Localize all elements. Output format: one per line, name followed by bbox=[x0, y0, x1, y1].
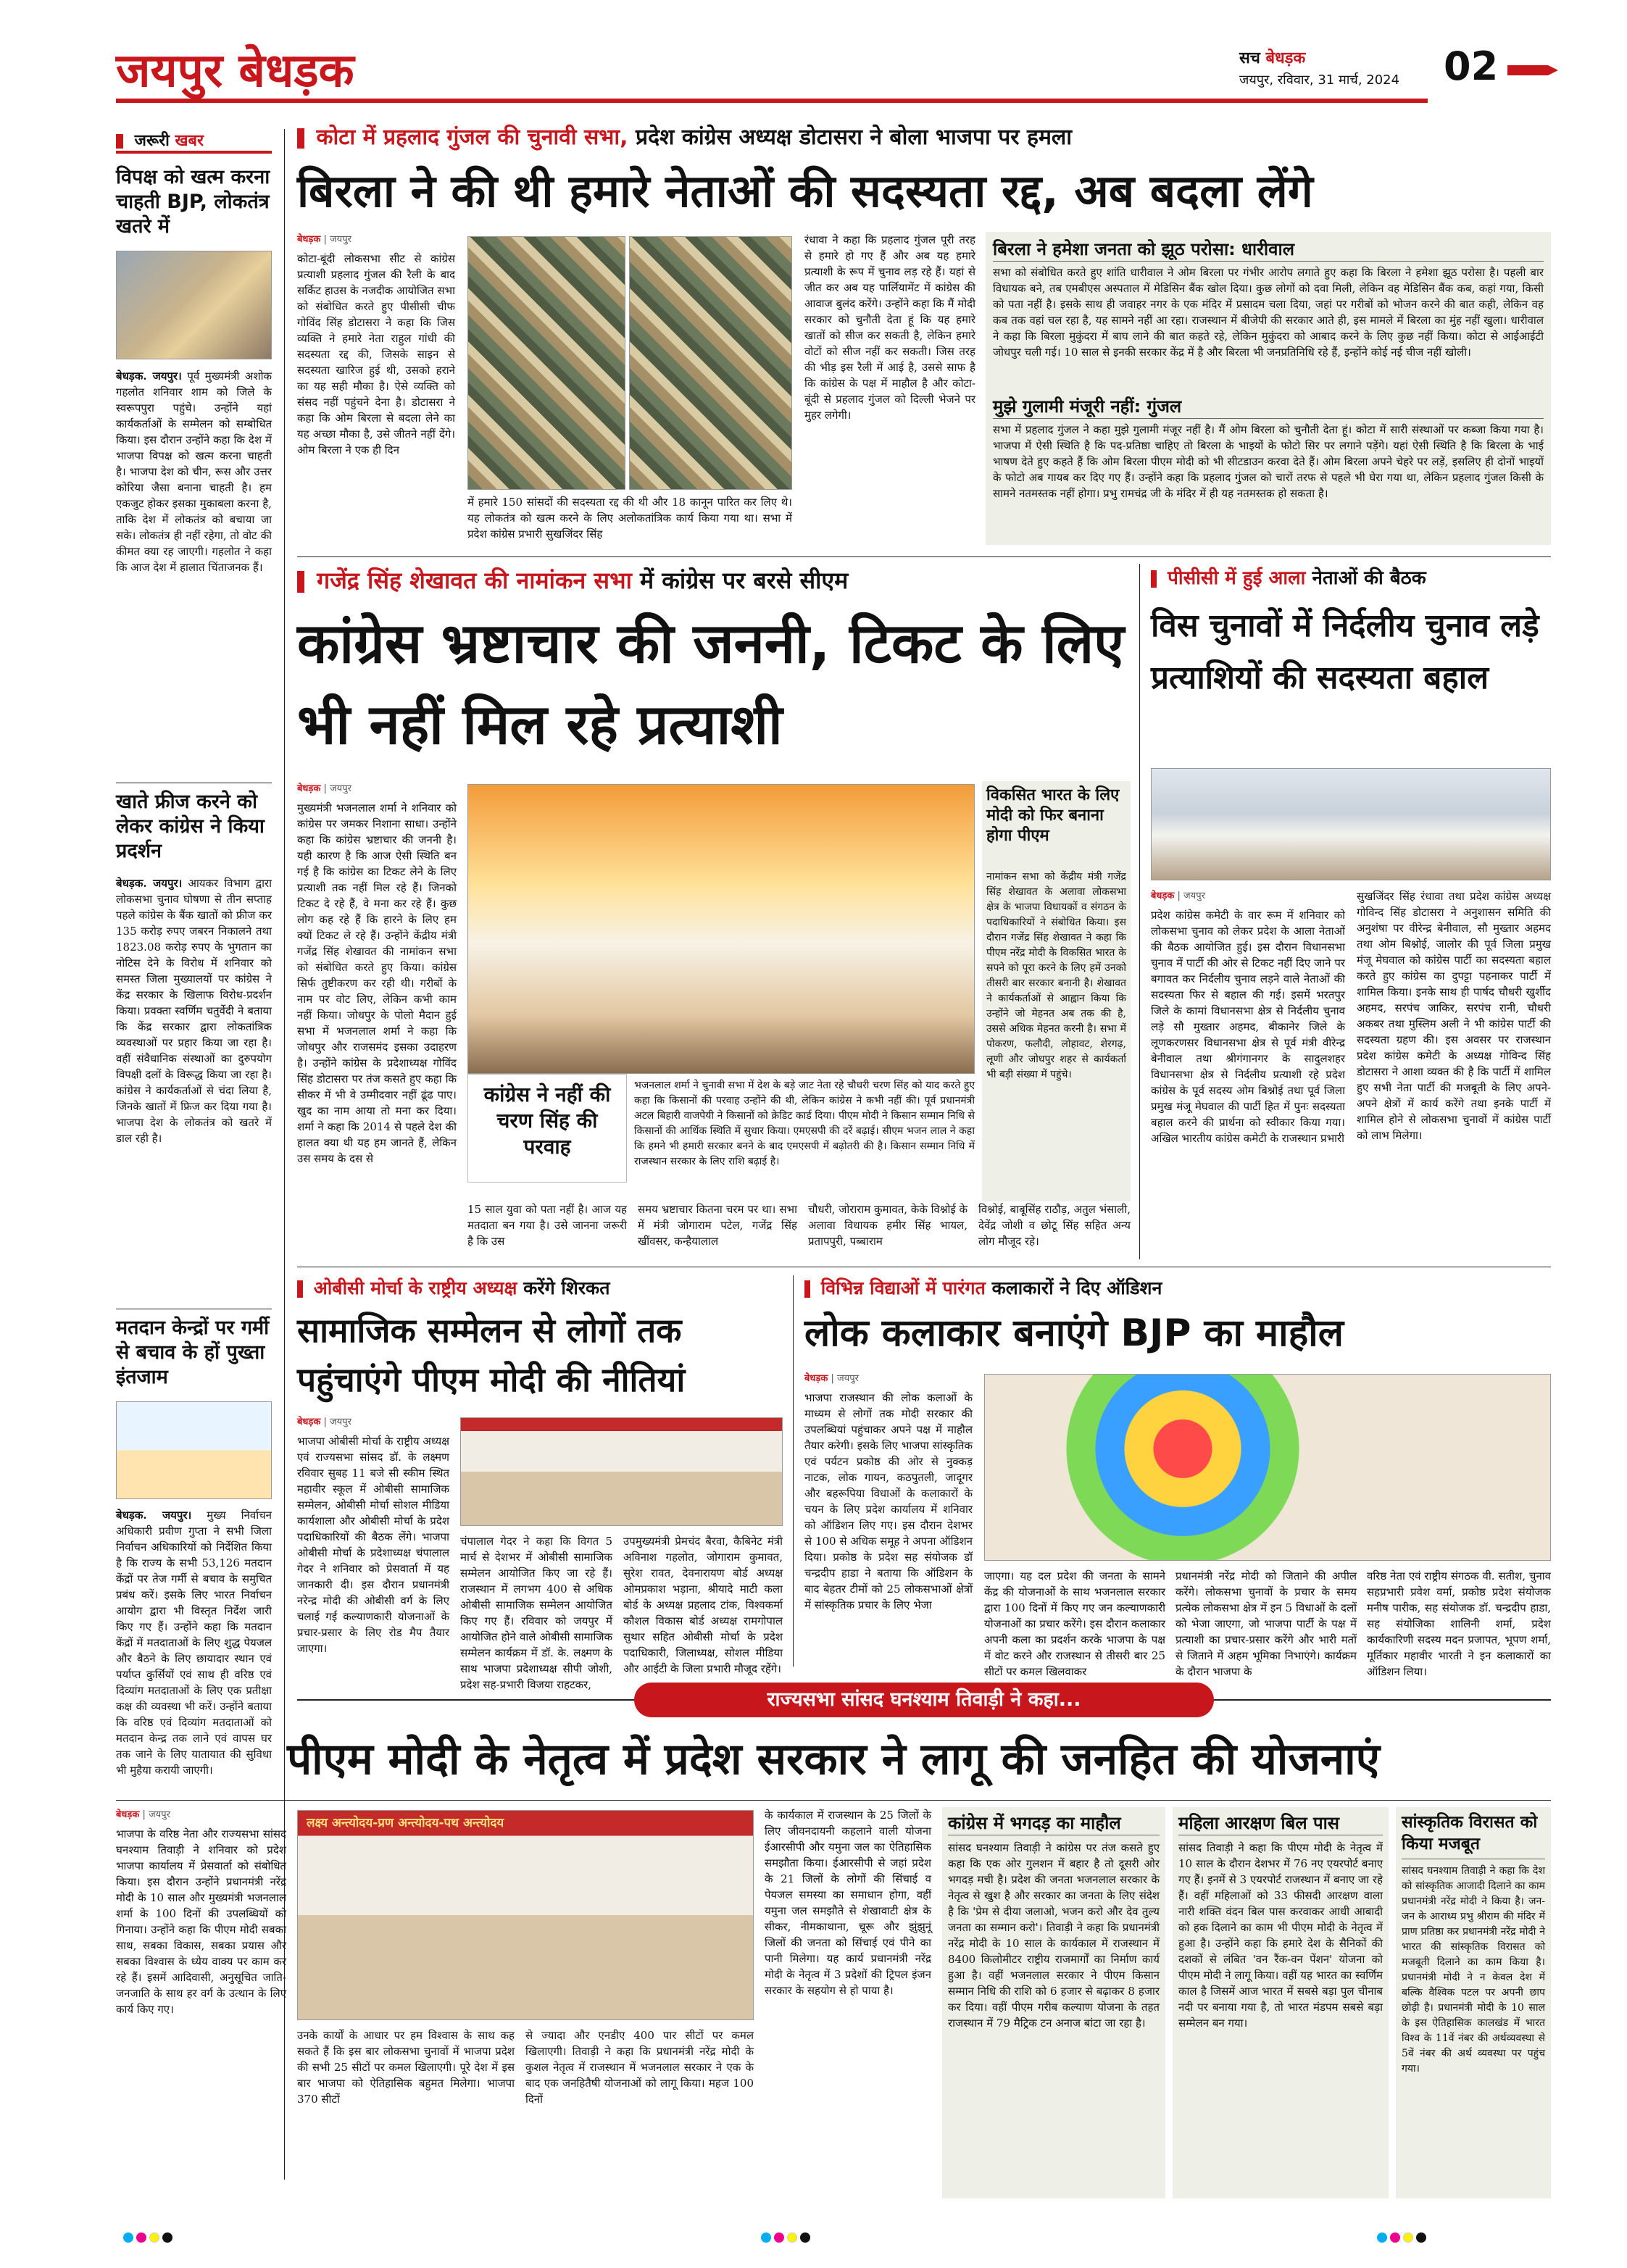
pm-col1-text: भाजपा के वरिष्ठ नेता और राज्यसभा सांसद घनश्याम तिवाड़ी ने शनिवार को प्रदेश भाजपा कार्यालय में प्रेसवार्ता को संबोधित किया। इस दौरान उन्होंने प्रधानमंत्री नरेंद्र मोदी के 10 साल और मुख्यमंत्री भजनलाल शर्मा के 100 दिनों की उपलब्धियों को गिनाया। उन्होंने कहा कि पीएम मोदी सबका साथ, सबका विकास, सबका प्रयास और सबका विश्वास के ध्येय वाक्य पर काम कर रहे हैं। इसमें आदिवासी, अनुसूचित जाति-जनजाति के साथ हर वर्ग के उत्थान के लिए कार्य किए गए। bbox=[116, 1827, 286, 2016]
sidebar-story2-text: आयकर विभाग द्वारा लोकसभा चुनाव घोषणा से तीन सप्ताह पहले कांग्रेस के बैंक खातों को फ्रीज कर 135 करोड़ रुपए जबरन निकालने तथा 1823.08 करोड़ रुपए के भुगतान का नोटिस देने के विरोध में शनिवार को समस्त जिला मुख्यालयों पर कांग्रेस ने केंद्र सरकार के खिलाफ विरोध-प्रदर्शन किया। प्रवक्ता स्वर्णिम चतुर्वेदी ने बताया कि केंद्र सरकार द्वारा लोकतांत्रिक व्यवस्थाओं पर प्रहार किया जा रहा है। वहीं संवैधानिक संस्थाओं का दुरुपयोग विपक्षी दलों के विरूद्ध किया जा रहा है। कांग्रेस ने कार्यकर्ताओं से चंदा लिया है, जिनके खातों में फ्रिज कर दिया गया है। भाजपा देश के लोकतंत्र को खतरे में डाल रही है। bbox=[116, 877, 272, 1145]
folk-col4: वरिष्ठ नेता एवं राष्ट्रीय संगठक वी. सतीश, चुनाव सहप्रभारी प्रवेश वर्मा, प्रकोष्ठ प्रदेश संयोजक मनीष पारीक, सह संयोजक डॉ. चन्द्रदीप हाडा, सह संयोजिका शालिनी शर्मा, प्रदेश कार्यकारिणी सदस्य मदन प्रजापत, भूपण शर्मा, मूर्तिकार महावीर भारती ने इन कलाकारों का ऑडिशन लिया। bbox=[1367, 1569, 1551, 1678]
kota-headline: बिरला ने की थी हमारे नेताओं की सदस्यता रद्द, अब बदला लेंगे bbox=[297, 164, 1313, 217]
obc-divider-vertical bbox=[793, 1275, 794, 1667]
pm-banner bbox=[297, 1680, 1551, 1720]
kota-photo-caption: में हमारे 150 सांसदों की सदस्यता रद्द की थी और 18 कानून पारित कर लिए थे। यह लोकतंत्र को खत्म करने के लिए अलोकतांत्रिक कार्य किया गया था। सभा में प्रदेश कांग्रेस प्रभारी सुखजिंदर सिंह bbox=[467, 496, 792, 541]
shekhawat-story bbox=[297, 564, 1131, 1201]
registration-dots-right bbox=[1377, 2232, 1429, 2246]
shekhawat-photo bbox=[467, 784, 975, 1074]
pm-box2-body: सांसद तिवाड़ी ने कहा कि पीएम मोदी के नेतृत्व में 10 साल के दौरान देशभर में 76 नए एयरपोर्ट बनाए गए हैं। इनमें से 3 एयरपोर्ट राजस्थान में बनाए जा रहे हैं। वहीं महिलाओं को 33 फीसदी आरक्षण वाला नारी शक्ति वंदन बिल पास करवाकर आधी आबादी को हक दिलाने का काम भी पीएम मोदी के नेतृत्व में हुआ है। उन्होंने कहा कि हमारे देश के सैनिकों की दशकों से लंबित 'वन रैंक-वन पेंशन' योजना को पीएम मोदी ने लागू किया। वहीं यह भारत का स्वर्णिम काल है जिसमें आज भारत में सबसे बड़ा पुल चीनाब नदी पर बनाया गया है, तो भारत मंडपम सबसे बड़ा सम्मेलन बन गया। bbox=[1178, 1841, 1383, 2030]
tagline-b: बेधड़क bbox=[1265, 49, 1306, 67]
kota-box1-title: बिरला ने हमेशा जनता को झूठ परोसा: धारीवाल bbox=[993, 238, 1544, 262]
sidebar-story2-byline: बेधड़क. जयपुर। bbox=[116, 877, 183, 890]
folk-col1 bbox=[804, 1371, 973, 1664]
kota-divider bbox=[297, 556, 1551, 557]
kota-box2-body: सभा में प्रहलाद गुंजल ने कहा मुझे गुलामी मंजूर नहीं है। मैं ओम बिरला को चुनौती देता हूं। कोटा में सारी संस्थाओं पर कब्जा किया गया है। भाजपा में ऐसी स्थिति है कि पद-प्रतिष्ठा चाहिए तो बिरला के भाइयों के फोटो सिर पर लगाने पड़ेंगे। यहां ऐसी स्थिति है कि बिरला के भाई भाषण देते हुए कहते हैं कि ओम बिरला पीएम मोदी को भी सीटडाउन करवा देते हैं। ओम बिरला अपने चेहरे पर लड़ें, इसलिए ही दोनों भाइयों के फोटो अब गायब कर दिए गए हैं। उन्होंने कहा कि प्रहलाद गुंजल को चारों तरफ से पहले भी घेरा गया था, लेकिन प्रहलाद गुंजल किसी के सामने नतमस्तक नहीं होगा। प्रभु रामचंद्र जी के मंदिर में ही यह नतमस्तक हो सकता है। bbox=[993, 423, 1544, 500]
pm-divider bbox=[116, 1800, 1551, 1801]
pcc-kicker-red: पीसीसी में हुई आला bbox=[1168, 567, 1306, 589]
folk-story bbox=[804, 1275, 1551, 1678]
masthead bbox=[87, 36, 1551, 116]
kota-kicker-rest: प्रदेश कांग्रेस अध्यक्ष डोटासरा ने बोला भाजपा पर हमला bbox=[636, 125, 1072, 150]
shekhawat-kicker-red: गजेंद्र सिंह शेखावत की नामांकन सभा bbox=[317, 567, 632, 594]
pcc-col2: सुखजिंदर सिंह रंधावा तथा प्रदेश कांग्रेस अध्यक्ष गोविन्द सिंह डोटासरा ने अनुशासन समिति की अनुशंषा पर वीरेन्द्र बेनीवाल, सौ मुख्तार अहमद तथा ओम बिश्नोई, जालोर की पूर्व जिला प्रमुख मंजू मेघवाल को कांग्रेस पार्टी का सदस्यता बहाल करते हुए कांग्रेस का दुपट्टा पहनाकर पार्टी में शामिल किया। इनके साथ ही पार्षद चौधरी खुर्शीद अहमद, सरपंच जाकिर, सरपंच रानी, चौधरी अकबर तथा मुस्लिम अली ने भी कांग्रेस पार्टी की सदस्यता ग्रहण की। इस अवसर पर राजस्थान प्रदेश कांग्रेस कमेटी के अध्यक्ष गोविन्द सिंह डोटासरा ने आशा व्यक्त की है कि पार्टी में शामिल हुए सभी नेता पार्टी की मजबूती के लिए अपने-अपने क्षेत्रों में कार्य करेंगे तथा इनके पार्टी में शामिल होने से लोकसभा चुनावों में कांग्रेस पार्टी को लाभ मिलेगा। bbox=[1357, 890, 1551, 1142]
pm-box1-title: कांग्रेस में भगदड़ का माहौल bbox=[948, 1812, 1160, 1835]
obc-photo bbox=[460, 1417, 783, 1526]
pm-col2a: उनके कार्यों के आधार पर हम विश्वास के साथ कह सकते हैं कि इस बार लोकसभा चुनावों में भाजपा प्रदेश की सभी 25 सीटों पर कमल खिलाएगी। पूरे देश में इस बार भाजपा को ऐतिहासिक बहुमत मिलेगा। भाजपा 370 सीटों bbox=[297, 2029, 515, 2106]
shekhawat-headline: कांग्रेस भ्रष्टाचार की जननी, टिकट के लिए भी नहीं मिल रहे प्रत्याशी bbox=[297, 611, 1125, 756]
obc-col3: उपमुख्यमंत्री प्रेमचंद बैरवा, कैबिनेट मंत्री अविनाश गहलोत, जोगाराम कुमावत, सुरेश रावत, देवनारायण बोर्ड अध्यक्ष ओमप्रकाश भड़ाना, श्रीयादे माटी कला बोर्ड के अध्यक्ष प्रहलाद टांक, विश्वकर्मा कौशल विकास बोर्ड अध्यक्ष रामगोपाल सुथार सहित ओबीसी मोर्चा के प्रदेश पदाधिकारी, जिलाध्यक्ष, सोशल मीडिया और आईटी के जिला प्रभारी मौजूद रहेंगे। bbox=[623, 1535, 783, 1675]
folk-kicker bbox=[804, 1275, 1551, 1301]
kota-col1 bbox=[297, 232, 455, 551]
kota-story bbox=[297, 123, 1551, 551]
pcc-kicker-rest: नेताओं की बैठक bbox=[1312, 567, 1426, 589]
pcc-story bbox=[1151, 564, 1551, 1259]
kota-dateline-b: जयपुर bbox=[330, 234, 351, 245]
pcc-col1-text: प्रदेश कांग्रेस कमेटी के वार रूम में शनिवार को लोकसभा चुनाव को लेकर प्रदेश के आला नेताओं की बैठक आयोजित हुई। इस दौरान विधानसभा चुनाव में पार्टी की ओर से टिकट नहीं दिए जाने पर बगावत कर निर्दलीय चुनाव लड़ने वाले नेताओं की सदस्यता फिर से बहाल की गई। इसमें भरतपुर जिले के कामां विधानसभा क्षेत्र से निर्दलीय चुनाव लड़े सौ मुख्तार अहमद, बीकानेर जिले के लूणकरणसर विधानसभा क्षेत्र से पूर्व मंत्री वीरेन्द्र बेनीवाल तथा श्रीगंगानगर के सादुलशहर विधानसभा क्षेत्र से निर्दलीय प्रत्याशी रहे प्रदेश कांग्रेस के पूर्व सदस्य ओम बिश्नोई तथा पूर्व जिला प्रमुख मंजू मेघवाल की पार्टी हित में पुनः सदस्यता बहाल करने की प्रार्थना को स्वीकार किया गया। अखिल भारतीय कांग्रेस कमेटी के राजस्थान प्रभारी bbox=[1151, 909, 1345, 1145]
folk-dateline-b: जयपुर bbox=[837, 1373, 859, 1384]
pm-dateline: बेधड़क | जयपुर bbox=[116, 1809, 170, 1820]
kota-photo-2 bbox=[629, 236, 792, 490]
obc-dateline-b: जयपुर bbox=[330, 1417, 351, 1427]
pm-kicker: राज्यसभा सांसद घनश्याम तिवाड़ी ने कहा... bbox=[767, 1688, 1081, 1711]
sidebar-story3-byline: बेधड़क. जयपुर। bbox=[116, 1509, 192, 1522]
sidebar-story3-illustration bbox=[116, 1401, 272, 1499]
pcc-headline: विस चुनावों में निर्दलीय चुनाव लड़े प्रत्याशियों की सदस्यता बहाल bbox=[1151, 607, 1539, 696]
folk-kicker-red: विभिन्न विद्याओं में पारंगत bbox=[820, 1277, 986, 1298]
shekhawat-side-head: विकसित भारत के लिए मोदी को फिर बनाना होगा पीएम bbox=[986, 786, 1120, 845]
shekhawat-kicker-marker-icon bbox=[297, 571, 304, 593]
tagline-a: सच bbox=[1239, 49, 1260, 67]
folk-col2: जाएगा। यह दल प्रदेश की जनता के सामने केंद्र की योजनाओं के साथ भजनलाल सरकार द्वारा 100 दिनों में किए गए जन कल्याणकारी योजनाओं का प्रचार करेंगे। इस दौरान कलाकार अपनी कला का प्रदर्शन करके भाजपा के पक्ष में वोट करने और राजस्थान से तीसरी बार 25 सीटों पर कमल खिलवाकर bbox=[984, 1569, 1165, 1678]
pm-box2-title: महिला आरक्षण बिल पास bbox=[1178, 1812, 1383, 1835]
kota-col3: रंधावा ने कहा कि प्रहलाद गुंजल पूरी तरह से हमारे हो गए हैं और अब यह हमारे प्रत्याशी के रूप में चुनाव लड़ रहे हैं। यहां से जीत कर अब यह पार्लियामेंट में कांग्रेस की आवाज बुलंद करेंगे। उन्होंने कहा कि मैं मोदी सरकार को चुनौती देता हूं कि यह हमारे खातों को सीज कर सकती है, लेकिन हमारे वोटों को सीज नहीं कर सकती। जिस तरह की भीड़ इस रैली में आई है, उससे साफ है कि कांग्रेस के पक्ष में माहौल है और कोटा-बूंदी से प्रहलाद गुंजल को दिल्ली भेजने पर मुहर लगेगी। bbox=[804, 233, 975, 422]
registration-dots-left bbox=[123, 2232, 175, 2246]
pcc-photo bbox=[1151, 768, 1551, 880]
pcc-kicker bbox=[1151, 564, 1551, 593]
pcc-col1 bbox=[1151, 888, 1345, 1258]
shekhawat-pull-quote: कांग्रेस ने नहीं की चरण सिंह की परवाह bbox=[483, 1083, 611, 1159]
kota-box1-body: सभा को संबोधित करते हुए शांति धारीवाल ने ओम बिरला पर गंभीर आरोप लगाते हुए कहा कि बिरला ने हमेशा झूठ परोसा है। पहली बार विधायक बने, तब एमबीएस अस्पताल में मेडिसिन बैंक खोल दिया। कुछ लोगों को दवा मिली, लेकिन वह मेडिसिन बैंक कब, कहां गया, किसी को पता नहीं है। इसके साथ ही जवाहर नगर के एक मंदिर में प्रसादम चला दिया, जहां पर गरीबों को भोजन करने की बात कही, लेकिन वह कब तक वहां चल रहा है, यह सामने नहीं आ रहा। राजस्थान में बीजेपी की सरकार आते ही, इस मामले में बिरला का मुंह नहीं खुला। धारीवाल ने कहा कि बिरला मुकुंदरा में बाघ लाने की बात कहते रहे, लेकिन मुकुंदरा को आबाद करने के लिए कुछ नहीं किया। कोटा से आईआईटी जोधपुर चली गई। 10 साल से इनकी सरकार केंद्र में है और बिरला भी जनप्रतिनिधि रहे हैं, इन्होंने कोई नई चीज नहीं खोली। bbox=[993, 266, 1544, 359]
sidebar-story1-byline: बेधड़क. जयपुर। bbox=[116, 370, 182, 383]
sidebar-label-a: जरूरी bbox=[134, 132, 170, 150]
kota-photo-1 bbox=[467, 236, 625, 490]
obc-kicker-marker-icon bbox=[297, 1280, 303, 1298]
shekhawat-pull-quote-box bbox=[467, 1074, 627, 1183]
shekhawat-row-a: 15 साल युवा को पता नहीं है। आज यह मतदाता बन गया है। उसे जानना जरूरी है कि उस bbox=[467, 1203, 627, 1248]
pm-col2b: से ज्यादा और एनडीए 400 पार सीटों पर कमल खिलाएगी। तिवाड़ी ने कहा कि प्रधानमंत्री नरेंद्र मोदी के कुशल नेतृत्व में राजस्थान में भजनलाल सरकार ने एक के बाद एक जनहितैषी योजनाओं को लागू किया। महज 100 दिनों bbox=[525, 2029, 754, 2106]
pm-box1 bbox=[942, 1807, 1165, 2198]
pm-dateline-b: जयपुर bbox=[149, 1809, 170, 1820]
sidebar-story3-text: मुख्य निर्वाचन अधिकारी प्रवीण गुप्ता ने सभी जिला निर्वाचन अधिकारियों को निर्देशित किया है कि राज्य के सभी 53,126 मतदान केंद्रों पर तेज गर्मी से बचाव के समुचित प्रबंध करें। इसके लिए भारत निर्वाचन आयोग द्वारा भी विस्तृत निर्देश जारी किए गए हैं। उन्होंने कहा कि मतदान केंद्रों में मतदाताओं के लिए शुद्ध पेयजल और बैठने के लिए छायादार स्थान एवं पर्याप्त कुर्सियों एवं साथ ही वरिष्ठ एवं दिव्यांग मतदाताओं के लिए एक प्रतीक्षा कक्ष की व्यवस्था भी करें। उन्होंने बताया कि वरिष्ठ एवं दिव्यांग मतदाताओं को मतदान केन्द्र तक लाने एवं वापस घर तक जाने के लिए यातायात की सुविधा भी मुहैया करायी जाएगी। bbox=[116, 1509, 272, 1777]
folk-headline: लोक कलाकार बनाएंगे BJP का माहौल bbox=[804, 1312, 1344, 1355]
obc-kicker-red: ओबीसी मोर्चा के राष्ट्रीय अध्यक्ष bbox=[313, 1277, 517, 1298]
kota-box bbox=[986, 232, 1551, 545]
masthead-rule bbox=[116, 99, 1428, 103]
shekhawat-col1-text: मुख्यमंत्री भजनलाल शर्मा ने शनिवार को कांग्रेस पर जमकर निशाना साधा। उन्होंने कहा कि कांग्रेस भ्रष्टाचार की जननी है। यही कारण है कि आज ऐसी स्थिति बन गई है कि कांग्रेस का टिकट लेने के लिए प्रत्याशी तक नहीं मिल रहे हैं। जिनको टिकट दे रहे हैं, वे मना कर रहे हैं। कुछ लोग कह रहे हैं कि हारने के लिए हम क्यों टिकट ले रहे हैं। उन्होंने केंद्रीय मंत्री गजेंद्र सिंह शेखावत की नामांकन सभा को संबोधित करते हुए किया। कांग्रेस सिर्फ तुष्टीकरण कर रही थी। गरीबों के नाम पर वोट लिए, लेकिन कभी काम नहीं किया। जोधपुर के पोलो मैदान हुई सभा में भजनलाल शर्मा ने कहा कि जोधपुर और राजसमंद इसका उदाहरण है। उन्होंने कांग्रेस के प्रदेशाध्यक्ष गोविंद सिंह डोटासरा पर तंज कसते हुए कहा कि सीकर में भी वे उम्मीदवार नहीं ढूंढ पाए। खुद का नाम आया तो मना कर दिया। शर्मा ने कहा कि 2014 से पहले देश की हालत क्या थी यह हम जानते हैं, लेकिन उस समय के दस से bbox=[297, 801, 457, 1165]
pm-col3: के कार्यकाल में राजस्थान के 25 जिलों के लिए जीवनदायनी कहलाने वाली योजना ईआरसीपी और यमुना जल का ऐतिहासिक समझौता किया। ईआरसीपी से जहां प्रदेश के 21 जिलों के लोगों की सिंचाई व पेयजल समस्या का समाधान होगा, वहीं यमुना जल समझौते से शेखावाटी क्षेत्र के सीकर, नीमकाथाना, चूरू और झुंझुनूं जिलों की जनता को सिंचाई एवं पीने का पानी मिलेगा। यह कार्य प्रधानमंत्री नरेंद्र मोदी के नेतृत्व में 3 प्रदेशों की ट्रिपल इंजन सरकार के सहयोग से हो पाया है। bbox=[765, 1809, 931, 1997]
masthead-date: जयपुर, रविवार, 31 मार्च, 2024 bbox=[1239, 72, 1400, 88]
kota-kicker-red: कोटा में प्रहलाद गुंजल की चुनावी सभा, bbox=[316, 125, 628, 150]
kota-col1-text: कोटा-बूंदी लोकसभा सीट से कांग्रेस प्रत्याशी प्रहलाद गुंजल की रैली के बाद सर्किट हाउस के नजदीक आयोजित सभा को संबोधित करते हुए पीसीसी चीफ गोविंद सिंह डोटासरा ने कहा कि जिस व्यक्ति ने हमारे नेता राहुल गांधी की सदस्यता रद्द की, जिसके साइन से सदस्यता खारिज हुई थी, उसको हराने का यह सही मौका है। ऐसे व्यक्ति को संसद नहीं पहुंचने देना है। डोटासरा ने कहा कि ओम बिरला से बदला लेने का यह अच्छा मौका है, उसे जीतने नहीं देंगे। ओम बिरला ने एक ही दिन bbox=[297, 252, 455, 456]
shekhawat-photo-caption: भजनलाल शर्मा ने चुनावी सभा में देश के बड़े जाट नेता रहे चौधरी चरण सिंह को याद करते हुए कहा कि किसानों की परवाह उन्होंने की थी, लेकिन कांग्रेस ने कभी नहीं की। पूर्व प्रधानमंत्री अटल बिहारी वाजपेयी ने किसानों को क्रेडिट कार्ड दिया। पीएम मोदी ने किसान सम्मान निधि से किसानों की आर्थिक स्थिति में सुधार किया। एमएसपी की दरें बढ़ाई। सीएम भजन लाल ने कहा कि हमने भी हमारी सरकार बनने के बाद एमएसपी में बढ़ोतरी की है। किसान सम्मान निधि में राजस्थान सरकार के लिए राशि बढ़ाई है। bbox=[634, 1080, 975, 1167]
shekhawat-side-body: नामांकन सभा को केंद्रीय मंत्री गजेंद्र सिंह शेखावत के अलावा लोकसभा क्षेत्र के भाजपा विधायकों व संगठन के पदाधिकारियों ने संबोधित किया। इस दौरान गजेंद्र सिंह शेखावत ने कहा कि पीएम नरेंद्र मोदी के विकसित भारत के सपने को पूरा करने के लिए हमें उनको तीसरी बार सरकार बनानी है। शेखावत ने कार्यकर्ताओं से आह्वान किया कि उन्होंने जो मेहनत अब तक की है, उससे अधिक मेहनत करनी है। सभा में पोकरण, फलौदी, लोहावट, शेरगढ़, लूणी और जोधपुर शहर से कार्यकर्ता भी बड़ी संख्या में पहुंचे। bbox=[986, 871, 1126, 1080]
shekhawat-row-d: विश्नोई, बाबूसिंह राठौड़, अतुल भंसाली, देवेंद्र जोशी व छोटू सिंह सहित अन्य लोग मौजूद रहे। bbox=[978, 1203, 1131, 1248]
pm-dateline-a: बेधड़क bbox=[116, 1809, 140, 1820]
obc-kicker bbox=[297, 1275, 783, 1301]
kota-kicker bbox=[297, 123, 1551, 152]
folk-dateline-a: बेधड़क bbox=[804, 1373, 828, 1384]
registration-dots-center bbox=[761, 2232, 813, 2246]
kota-dateline-a: बेधड़क bbox=[297, 234, 321, 245]
pm-photo-banner: लक्ष्य अन्त्योदय-प्रण अन्त्योदय-पथ अन्त्योदय bbox=[307, 1816, 504, 1830]
shekhawat-row-c: चौधरी, जोराराम कुमावत, केके विश्नोई के अलावा विधायक हमीर सिंह भायल, प्रतापपुरी, पब्बाराम bbox=[808, 1203, 968, 1248]
sidebar-story1-head: विपक्ष को खत्म करना चाहती BJP, लोकतंत्र खतरे में bbox=[116, 166, 270, 238]
kota-dateline: बेधड़क | जयपुर bbox=[297, 234, 351, 245]
shekhawat-dateline: बेधड़क | जयपुर bbox=[297, 783, 351, 794]
sidebar-story2-body bbox=[116, 875, 272, 1303]
kota-kicker-marker-icon bbox=[297, 128, 304, 149]
shekhawat-side-box bbox=[982, 781, 1131, 1201]
shekhawat-kicker-rest: में कांग्रेस पर बरसे सीएम bbox=[640, 567, 849, 594]
obc-kicker-rest: करेंगे शिरकत bbox=[523, 1277, 610, 1298]
sidebar-story1-photo bbox=[116, 251, 272, 359]
folk-col1b-text: प्रकोष्ठ के प्रदेश सह संयोजक डॉ चन्द्रदीप हाडा ने बताया कि ऑडिशन के बाद बेहतर टीमों को 25 लोकसभाओं क्षेत्रों में सांस्कृतिक प्रचार के लिए भेजा bbox=[804, 1551, 973, 1612]
sidebar-label-marker-icon bbox=[116, 134, 123, 149]
obc-headline: सामाजिक सम्मेलन से लोगों तक पहुंचाएंगे पीएम मोदी की नीतियां bbox=[297, 1311, 686, 1399]
pm-box3-body: सांसद घनश्याम तिवाड़ी ने कहा कि देश को सांस्कृतिक आजादी दिलाने का काम प्रधानमंत्री नरेंद्र मोदी ने किया है। जन-जन के आराध्य प्रभु श्रीराम की मंदिर में प्राण प्रतिष्ठा कर प्रधानमंत्री नरेंद्र मोदी ने भारत की सांस्कृतिक विरासत को मजबूती दिलाने का काम किया है। प्रधानमंत्री मोदी ने न केवल देश में बल्कि वैश्विक पटल पर अपनी छाप छोड़ी है। प्रधानमंत्री मोदी के 10 साल के इस ऐतिहासिक कालखंड में भारत विश्व के 11वें नंबर की अर्थव्यवस्था से 5वें नंबर की अर्थ व्यवस्था पर पहुंच गया। bbox=[1402, 1865, 1545, 2075]
folk-kicker-rest: कलाकारों ने दिए ऑडिशन bbox=[991, 1277, 1162, 1298]
sidebar-story2-head: खाते फ्रीज करने को लेकर कांग्रेस ने किया प्रदर्शन bbox=[116, 791, 265, 862]
folk-dateline: बेधड़क | जयपुर bbox=[804, 1373, 859, 1384]
masthead-title bbox=[116, 42, 354, 100]
folk-photo bbox=[984, 1374, 1551, 1561]
masthead-tagline bbox=[1239, 46, 1305, 68]
shekhawat-kicker bbox=[297, 564, 1131, 597]
pcc-dateline-b: जयपुर bbox=[1183, 891, 1205, 901]
pm-box2 bbox=[1173, 1807, 1389, 2198]
folk-col3: प्रधानमंत्री नरेंद्र मोदी को जिताने की अपील करेंगे। लोकसभा चुनावों के प्रचार के समय प्रत्येक लोकसभा क्षेत्र में इन 5 विधाओं के दलों को भेजा जाएगा, जो भाजपा पार्टी के पक्ष में प्रत्याशी का प्रचार-प्रसार करेंगे और भारी मतों से जिताने में अहम भूमिका निभाएंगे। कार्यक्रम के दौरान भाजपा के bbox=[1175, 1569, 1357, 1678]
pcc-dateline: बेधड़क | जयपुर bbox=[1151, 891, 1205, 901]
masthead-title-text: जयपुर बेधड़क bbox=[116, 44, 354, 98]
pm-box1-body: सांसद घनश्याम तिवाड़ी ने कांग्रेस पर तंज कसते हुए कहा कि एक ओर गुलशन में बहार है तो दूसरी ओर भगदड़ मची है। प्रदेश की जनता भजनलाल सरकार के नेतृत्व से खुश है और सरकार का जनता के लिए संदेश है कि 'प्रेम से दीया जलाओ, भजन करो और देव तुल्य जनता का सम्मान करो'। तिवाड़ी ने कहा कि प्रधानमंत्री नरेंद्र मोदी के 10 साल के कार्यकाल में राजस्थान में 8400 किलोमीटर राष्ट्रीय राजमार्गों का निर्माण कार्य हुआ है। वहीं भजनलाल सरकार ने पीएम किसान सम्मान निधि की राशि को 6 हजार से बढ़ाकर 8 हजार कर दिया। वहीं पीएम गरीब कल्याण योजना के तहत राजस्थान में 79 मैट्रिक टन अनाज बांटा जा रहा है। bbox=[948, 1841, 1160, 2030]
folk-col1-text: भाजपा राजस्थान की लोक कलाओं के माध्यम से लोगों तक मोदी सरकार की उपलब्धियां पहुंचाकर अपने पक्ष में माहौल तैयार करेगी। इसके लिए भाजपा सांस्कृतिक एवं पर्यटन प्रकोष्ठ की ओर से नुक्कड़ नाटक, लोक गायन, कठपुतली, जादूगर और बहरूपिया विधाओं के कलाकारों के चयन के लिए प्रदेश कार्यालय में शनिवार को ऑडिशन लिए गए। इस दौरान देशभर से 100 से अधिक समूह ने अपना ऑडिशन दिया। bbox=[804, 1391, 973, 1564]
obc-col1-text: भाजपा ओबीसी मोर्चा के राष्ट्रीय अध्यक्ष एवं राज्यसभा सांसद डॉ. के लक्ष्मण रविवार सुबह 11 बजे सी स्कीम स्थित महावीर स्कूल में ओबीसी सामाजिक सम्मेलन, ओबीसी मोर्चा सोशल मीडिया कार्यशाला और ओबीसी मोर्चा के प्रदेश पदाधिकारियों की बैठक लेंगे। भाजपा ओबीसी मोर्चा के प्रदेशाध्यक्ष चंपालाल गेदर ने शनिवार को प्रेसवार्ता में यह जानकारी दी। इस दौरान प्रधानमंत्री नरेन्द्र मोदी की ओबीसी वर्ग के लिए चलाई गई कल्याणकारी योजनाओं के प्रचार-प्रसार के लिए रोड मैप तैयार जाएगा। bbox=[297, 1435, 449, 1655]
sidebar-story1-body bbox=[116, 368, 272, 777]
kota-box2-title: मुझे गुलामी मंजूरी नहीं: गुंजल bbox=[993, 395, 1544, 419]
pm-headline: पीएम मोदी के नेतृत्व में प्रदेश सरकार ने लागू की जनहित की योजनाएं bbox=[287, 1734, 1380, 1785]
masthead-pen-icon bbox=[1507, 65, 1558, 75]
shekhawat-row-b: समय भ्रष्टाचार कितना चरम पर था। सभा में मंत्री जोगाराम पटेल, गजेंद्र सिंह खींवसर, कन्हैयालाल bbox=[638, 1203, 797, 1248]
obc-col1 bbox=[297, 1414, 449, 1665]
sidebar-label-b: खबर bbox=[175, 132, 204, 150]
shekhawat-divider-vertical bbox=[1139, 564, 1140, 1259]
shekhawat-bottom-row bbox=[467, 1201, 1131, 1258]
page-number: 02 bbox=[1444, 43, 1499, 89]
pm-col1 bbox=[116, 1807, 286, 2198]
shekhawat-col1 bbox=[297, 781, 457, 1196]
obc-dateline: बेधड़क | जयपुर bbox=[297, 1417, 351, 1427]
shekhawat-dateline-b: जयपुर bbox=[330, 783, 351, 794]
obc-col2: चंपालाल गेदर ने कहा कि विगत 5 मार्च से देशभर में ओबीसी सामाजिक सम्मेलन आयोजित किए जा रहे हैं। राजस्थान में लगभग 400 से अधिक ओबीसी सामाजिक सम्मेलन आयोजित किए गए हैं। रविवार को जयपुर में आयोजित होने वाले ओबीसी सामाजिक सम्मेलन कार्यक्रम में डॉ. के. लक्ष्मण के साथ भाजपा प्रदेशाध्यक्ष सीपी जोशी, प्रदेश सह-प्रभारी विजया राहटकर, bbox=[460, 1535, 612, 1691]
sidebar-story3-head: मतदान केन्द्रों पर गर्मी से बचाव के हों पुख्ता इंतजाम bbox=[116, 1317, 270, 1388]
obc-story bbox=[297, 1275, 783, 1691]
pcc-kicker-marker-icon bbox=[1151, 570, 1157, 588]
pm-story bbox=[116, 1807, 1551, 2198]
pcc-dateline-a: बेधड़क bbox=[1151, 891, 1175, 901]
obc-dateline-a: बेधड़क bbox=[297, 1417, 321, 1427]
pm-box3 bbox=[1396, 1807, 1551, 2198]
folk-kicker-marker-icon bbox=[804, 1280, 810, 1298]
pm-banner-pill bbox=[634, 1683, 1214, 1717]
pm-photo bbox=[297, 1810, 754, 2020]
sidebar-label bbox=[116, 129, 272, 154]
pm-box3-title: सांस्कृतिक विरासत को किया मजबूत bbox=[1402, 1812, 1545, 1859]
shekhawat-dateline-a: बेधड़क bbox=[297, 783, 321, 794]
sidebar-story1-text: पूर्व मुख्यमंत्री अशोक गहलोत शनिवार शाम को जिले के स्वरूपपुरा पहुंचे। उन्होंने यहां कार्यकर्ताओं के सम्मेलन को सम्बोधित किया। इस दौरान उन्होंने कहा कि देश में भाजपा विपक्ष को खत्म करना चाहती है। भाजपा देश को चीन, रूस और उत्तर कोरिया जैसा बनाना चाहती है। हम एकजुट होकर इसका मुकाबला करना है, ताकि देश में लोकतंत्र को बचाया जा सके। लोकतंत्र ही नहीं रहेगा, तो वोट की कीमत क्या रह जाएगी। गहलोत ने कहा कि आज देश में हालात चिंताजनक हैं। bbox=[116, 370, 272, 574]
